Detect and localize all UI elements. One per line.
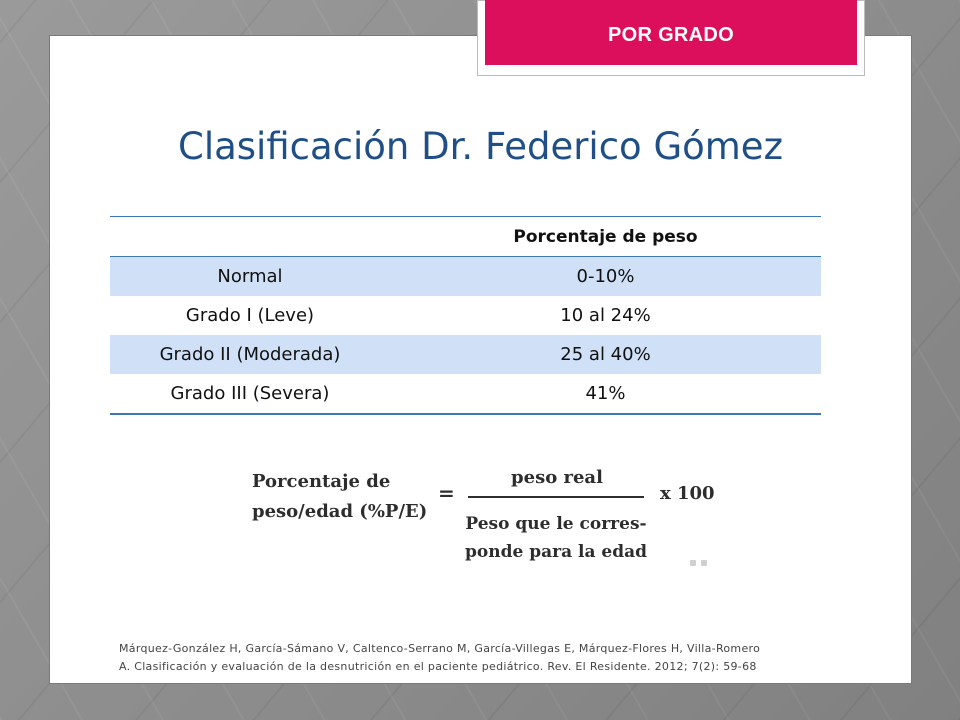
table-cell-grade: Grado II (Moderada) (110, 335, 390, 374)
formula-denominator (458, 510, 654, 566)
formula-left-side (252, 467, 427, 527)
formula-left-line2: peso/edad (%P/E) (252, 501, 428, 522)
table-cell-percentage: 10 al 24% (560, 305, 651, 326)
section-tag (485, 0, 857, 65)
table-cell-percentage: 41% (585, 383, 626, 404)
table-cell-grade: Normal (110, 257, 390, 297)
formula-fraction-bar (468, 496, 644, 498)
formula-denominator-line2: ponde para la edad (465, 542, 647, 562)
table-header-blank (110, 217, 390, 257)
decorative-dots (688, 557, 710, 569)
weight-age-formula (252, 463, 722, 573)
table-header-row (110, 217, 821, 257)
table-cell-percentage: 25 al 40% (390, 335, 821, 374)
reference-line1: Márquez-González H, García-Sámano V, Caltenco-Serrano M, García-Villegas E, Márquez-Flores H, Villa-Romero (119, 642, 761, 655)
formula-multiplier: x 100 (660, 483, 715, 504)
table-cell-grade: Grado I (Leve) (185, 305, 315, 326)
reference-citation (119, 640, 879, 676)
formula-equals: = (438, 481, 455, 505)
table-row (110, 296, 821, 335)
table-header-percentage: Porcentaje de peso (390, 217, 821, 257)
table-row (110, 374, 821, 414)
section-tag-label: POR GRADO (607, 24, 735, 46)
formula-denominator-line1: Peso que le corres- (465, 514, 647, 534)
formula-left-line1: Porcentaje de (252, 471, 391, 492)
table-cell-percentage: 0-10% (390, 257, 821, 297)
table-row (110, 335, 821, 374)
reference-line2: A. Clasificación y evaluación de la desnutrición en el paciente pediátrico. Rev. El Residente. 2012; 7(2): 59-68 (119, 660, 757, 673)
classification-table (110, 216, 821, 415)
slide-title: Clasificación Dr. Federico Gómez (177, 125, 783, 168)
table-cell-grade: Grado III (Severa) (170, 383, 330, 404)
table-row (110, 257, 821, 297)
formula-numerator: peso real (511, 467, 603, 488)
